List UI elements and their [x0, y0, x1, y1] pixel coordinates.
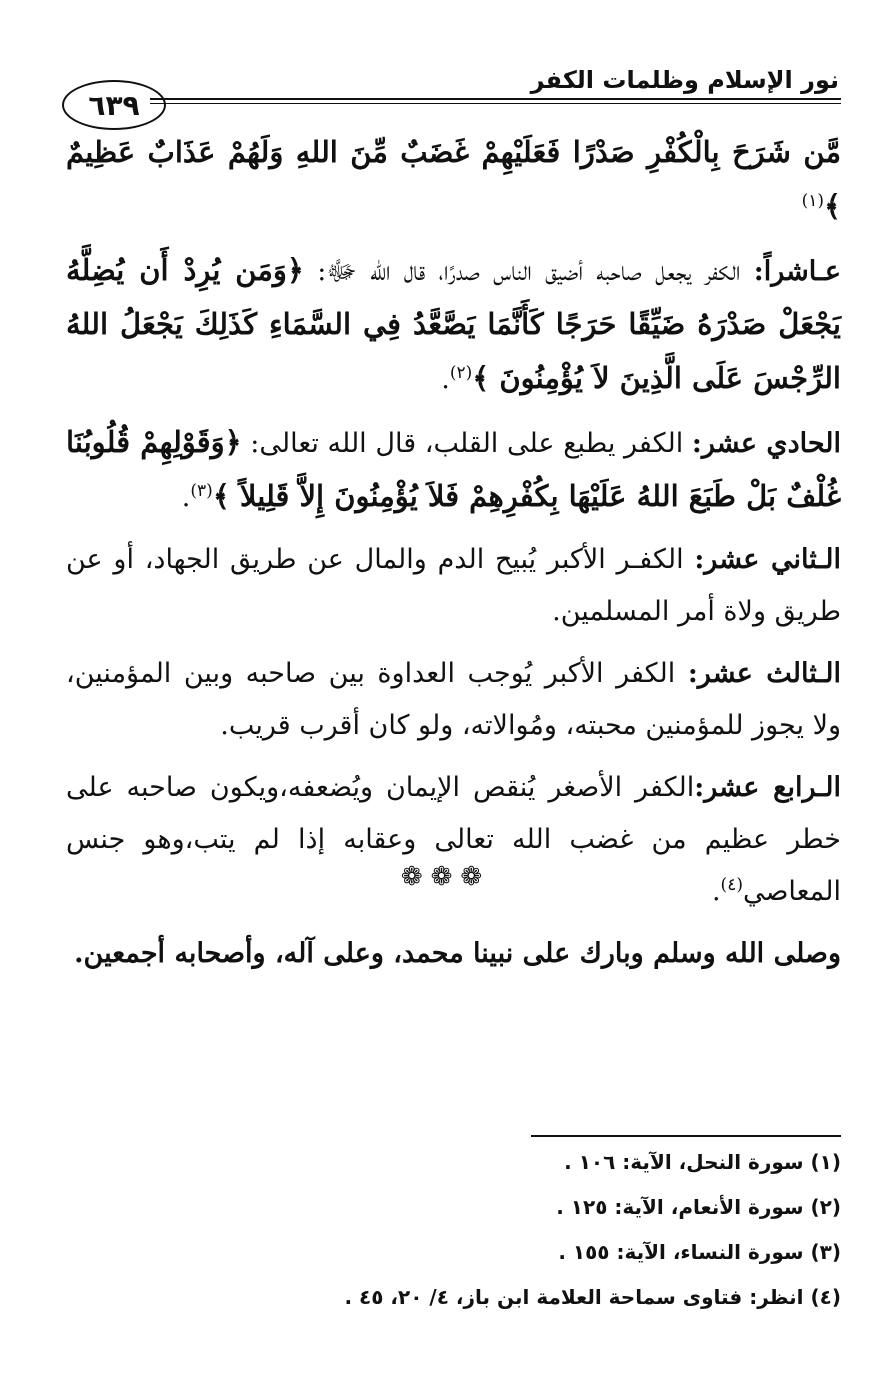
- paragraph-lead: الـثالث عشر:: [687, 658, 841, 689]
- footnotes: [80, 1140, 841, 1320]
- paragraph-text: الكفر الأصغر يُنقص الإيمان ويُضعفه،ويكون صاحبه على خطر عظيم من غضب الله تعالى وعقابه إذا لم يتب،وهو جنس المعاصي: [66, 772, 841, 907]
- quran-verse: مَّن شَرَحَ بِالْكُفْرِ صَدْرًا فَعَلَيْهِمْ غَضَبٌ مِّنَ اللهِ وَلَهُمْ عَذَابٌ عَظِيمٌ ﴾: [66, 135, 841, 223]
- footnote-ref-1: (١): [801, 191, 824, 211]
- paragraph-fourteenth: [66, 762, 841, 918]
- paragraph-lead: عـاشراً:: [753, 256, 841, 287]
- paragraph-text: الكفر يطبع على القلب، قال الله تعالى:: [241, 428, 692, 459]
- page-number: ٦٣٩: [62, 80, 166, 130]
- paragraph-end: .: [181, 482, 191, 513]
- footnote-rule: [531, 1135, 841, 1137]
- footnote-item: (٢) سورة الأنعام، الآية: ١٢٥ .: [556, 1195, 841, 1219]
- main-text: [66, 126, 841, 990]
- paragraph-lead: الـثاني عشر:: [694, 544, 842, 575]
- running-title: نور الإسلام وظلمات الكفر: [530, 66, 839, 94]
- paragraph-end: .: [711, 876, 721, 907]
- paragraph-text: وصلى الله وسلم وبارك على نبينا محمد، وعلى آله، وأصحابه أجمعين.: [74, 938, 841, 969]
- ornament-divider: ❁❁❁: [400, 862, 491, 892]
- footnote-item: (٣) سورة النساء، الآية: ١٥٥ .: [558, 1240, 841, 1264]
- quran-verse: ﴿وَمَن يُرِدْ أَن يُضِلَّهُ يَجْعَلْ صَدْرَهُ ضَيِّقًا حَرَجًا كَأَنَّمَا يَصَّعَّدُ فِي السَّمَاءِ كَذَلِكَ يَجْعَلُ اللهُ الرِّجْسَ عَلَى الَّذِينَ لاَ يُؤْمِنُونَ ﴾: [66, 253, 841, 395]
- paragraph-text: الكفر الأكبر يُوجب العداوة بين صاحبه وبين المؤمنين، ولا يجوز للمؤمنين محبته، ومُوالاته، ولو كان أقرب قريب.: [66, 658, 841, 741]
- paragraph-eleventh: [66, 416, 841, 524]
- paragraph-twelfth: [66, 534, 841, 638]
- paragraph-lead: الـرابع عشر:: [694, 772, 842, 803]
- footnote-item: (١) سورة النحل، الآية: ١٠٦ .: [564, 1150, 841, 1174]
- paragraph-text: الكفر يجعل صاحبه أضيق الناس صدرًا، قال الله ﷻ:: [303, 256, 754, 287]
- paragraph-end: .: [441, 364, 450, 395]
- paragraph-closing-prayer: [66, 928, 841, 980]
- paragraph-thirteenth: [66, 648, 841, 752]
- footnote-ref-3: (٣): [190, 481, 213, 501]
- footnote-item: (٤) انظر: فتاوى سماحة العلامة ابن باز، ٤/ ٢٠، ٤٥ .: [344, 1285, 841, 1309]
- paragraph-text: الكفـر الأكبر يُبيح الدم والمال عن طريق الجهاد، أو عن طريق ولاة أمر المسلمين.: [66, 544, 841, 627]
- footnote-ref-4: (٤): [720, 875, 743, 895]
- footnote-ref-2: (٢): [449, 363, 473, 383]
- paragraph-tenth: [66, 244, 841, 406]
- quran-verse: ﴿وَقَوْلِهِمْ قُلُوبُنَا غُلْفٌ بَلْ طَبَعَ اللهُ عَلَيْهَا بِكُفْرِهِمْ فَلاَ يُؤْمِنُونَ إِلاَّ قَلِيلاً ﴾: [66, 425, 841, 513]
- paragraph-lead: الحادي عشر:: [691, 428, 841, 459]
- paragraph-quran-continuation: [66, 126, 841, 234]
- header-rule: [150, 98, 841, 104]
